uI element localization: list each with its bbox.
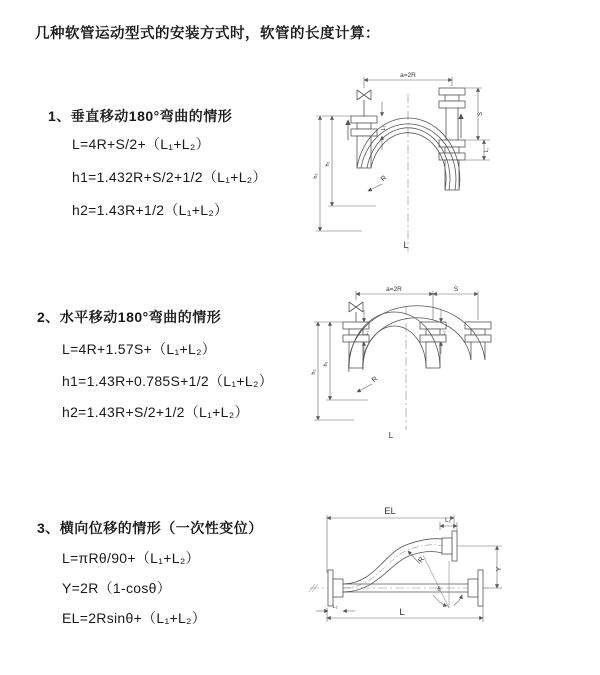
dim-label-l1: L₁ [332,604,338,610]
section-1-heading: 1、垂直移动180°弯曲的情形 [48,108,233,124]
left-flange [328,570,343,606]
angle-theta [423,555,462,608]
section-3-formula-L: L=πRθ/90+（L₁+L₂） [62,550,200,566]
dimension-l1 [316,604,355,611]
dim-label-s: S [478,111,484,117]
dimension-l2 [440,518,457,531]
dimension-s-l1-right [465,88,490,160]
diagram-horizontal-180-bend [306,280,596,468]
right-pipe-fitting [465,322,491,360]
section-3-formula-EL: EL=2Rsinθ+（L₁+L₂） [62,610,207,626]
center-pipe-fitting [420,322,446,368]
dim-label-l1-left: L₁ [381,125,387,131]
section-2-formula-h1: h1=1.43R+0.785S+1/2（L₁+L₂） [62,373,273,389]
dim-label-a: a=2R [386,286,402,293]
section-1-formula-L: L=4R+S/2+（L₁+L₂） [72,136,210,152]
dimension-l [327,606,483,622]
dim-label-r: R [370,375,380,385]
diagram-vertical-180-bend [306,66,594,264]
dim-label-l2: L₂ [445,518,451,524]
dim-label-h2: h₂ [313,173,319,179]
right-pipe-fitting [439,88,465,190]
valve-icon [349,302,363,322]
valve-icon [357,90,371,116]
section-3-heading: 3、横向位移的情形（一次性变位） [37,520,263,536]
dim-label-l-bottom: L [388,431,394,440]
dim-label-r: R [379,174,389,184]
dim-label-h2: h₂ [311,369,317,375]
radius-leader [357,376,379,392]
dim-label-el: EL [384,506,396,517]
dim-label-s: S [453,286,459,293]
section-2-heading: 2、水平移动180°弯曲的情形 [37,309,222,325]
section-2-formula-L: L=4R+1.57S+（L₁+L₂） [62,341,217,357]
dim-label-a: a=2R [400,72,416,79]
diagram-lateral-displacement [292,498,597,650]
dimension-a-s [356,286,478,320]
radius-leader [368,175,388,191]
section-3-formula-Y: Y=2R（1-cosθ） [62,580,172,596]
dim-label-l: L [399,607,405,618]
dim-label-h1: h₁ [323,361,329,367]
dim-label-l-bottom: L [403,240,409,250]
dim-label-l1: L₁ [364,330,370,336]
dim-label-theta: θ [437,587,441,593]
dim-label-l1-right: L₁ [484,147,490,153]
section-1-formula-h1: h1=1.432R+S/2+1/2（L₁+L₂） [72,169,267,185]
left-pipe-fitting [343,322,369,368]
dim-label-y: Y [496,566,503,572]
dimension-el [327,506,454,573]
radius-leader [408,551,426,564]
dim-label-h1: h₁ [325,161,331,167]
section-2-formula-h2: h2=1.43R+S/2+1/2（L₁+L₂） [62,404,249,420]
page-title: 几种软管运动型式的安装方式时，软管的长度计算： [35,26,380,42]
section-1-formula-h2: h2=1.43R+1/2（L₁+L₂） [72,202,229,218]
upper-flange [442,531,457,561]
dim-label-r: R [417,556,427,565]
dimension-a-2R [364,72,452,88]
dim-label-l2: L₂ [441,330,447,336]
